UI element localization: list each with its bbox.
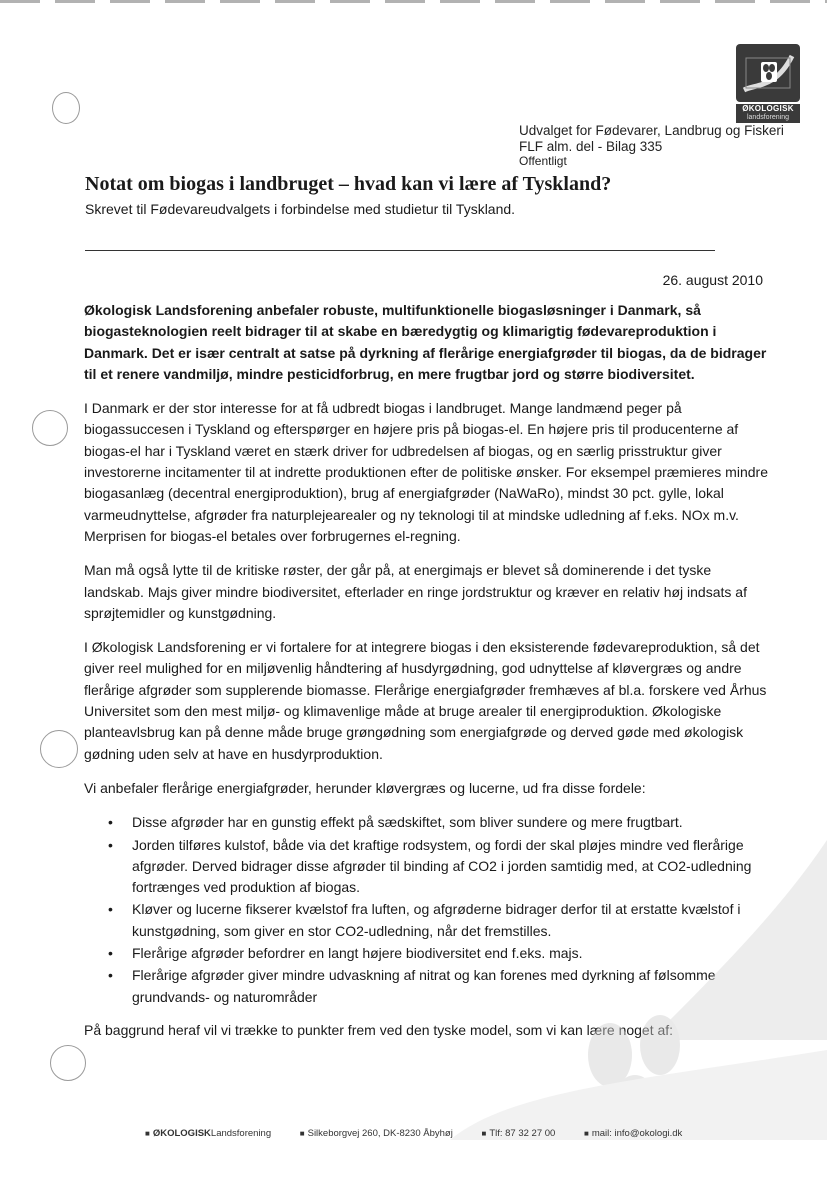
list-item: • Flerårige afgrøder befordrer en langt højere biodiversitet end f.eks. majs. <box>132 943 770 964</box>
leaf-logo-icon <box>736 44 800 102</box>
scan-top-edge <box>0 0 827 3</box>
stamp-status: Offentligt <box>519 154 567 168</box>
divider-line <box>85 250 715 251</box>
footer-phone: ■ Tlf: 87 32 27 00 <box>481 1128 556 1139</box>
document-date: 26. august 2010 <box>662 272 763 288</box>
punch-hole-mark <box>40 730 78 768</box>
logo-name: ØKOLOGISK <box>736 104 800 114</box>
list-item: • Kløver og lucerne fikserer kvælstof fra luften, og afgrøderne bidrager derfor til at erstatte kvælstof i kunstgødning, som giver en stor CO2-udledning, når det fremstilles. <box>132 899 770 942</box>
punch-hole-mark <box>52 92 80 124</box>
organization-logo <box>736 44 800 123</box>
list-item: • Jorden tilføres kulstof, både via det kraftige rodsystem, og fordi der skal pløjes mindre ved flerårige afgrøder. Derved bidrager disse afgrøder til binding af CO2 i jorden samtidig med, at CO2-udledning fortrænges ved produktion af biogas. <box>132 835 770 899</box>
lead-paragraph: Økologisk Landsforening anbefaler robuste, multifunktionelle biogasløsninger i Danmark, så biogasteknologien reelt bidrager til at skabe en bæredygtig og klimarigtig fødevareproduktion i Danmark. Det er især centralt at satse på dyrkning af flerårige energiafgrøder til biogas, da de bidrager til et renere vandmiljø, mindre pesticidforbrug, en mere frugtbar jord og større biodiversitet. <box>84 302 767 382</box>
leaf-watermark-icon <box>420 840 827 1140</box>
stamp-committee: Udvalget for Fødevarer, Landbrug og Fiskeri <box>519 123 784 138</box>
list-item: • Disse afgrøder har en gunstig effekt på sædskiftet, som bliver sundere og mere frugtbart. <box>132 812 770 833</box>
list-item: • Flerårige afgrøder giver mindre udvaskning af nitrat og kan forenes med dyrkning af følsomme grundvands- og naturområder <box>132 965 770 1008</box>
document-title: Notat om biogas i landbruget – hvad kan vi lære af Tyskland? <box>85 173 612 195</box>
closing-paragraph: På baggrund heraf vil vi trække to punkter frem ved den tyske model, som vi kan lære noget af: <box>84 1021 674 1038</box>
page-footer <box>145 1128 708 1139</box>
archive-stamp <box>519 123 784 170</box>
body-paragraph: I Danmark er der stor interesse for at få udbredt biogas i landbruget. Mange landmænd peger på biogassuccesen i Tyskland og efterspørger en højere pris på biogas-el. En højere pris til producenterne af biogas-el har i Tyskland været en stærk driver for udbredelsen af biogas, og en særlig prisstruktur giver investorerne incitamenter til at indrette produktionen efter de politiske ønsker. For eksempel præmieres mindre biogasanlæg (decentral energiproduktion), brug af energiafgrøder (NaWaRo), mindst 30 pct. gylle, lokal varmeudnyttelse, afgrøder fra naturplejearealer og ny teknologi til at mindske udledning af f.eks. NOx m.v. Merprisen for biogas-el betales over forbrugernes el-regning. <box>84 400 768 544</box>
punch-hole-mark <box>50 1045 86 1081</box>
stamp-reference: FLF alm. del - Bilag 335 <box>519 138 663 154</box>
document-subtitle: Skrevet til Fødevareudvalgets i forbindelse med studietur til Tyskland. <box>85 201 516 217</box>
punch-hole-mark <box>32 410 68 446</box>
footer-address: ■ Silkeborgvej 260, DK-8230 Åbyhøj <box>299 1128 453 1139</box>
body-paragraph: Vi anbefaler flerårige energiafgrøder, herunder kløvergræs og lucerne, ud fra disse fordele: <box>84 779 646 796</box>
footer-email: ■ mail: info@okologi.dk <box>583 1128 683 1139</box>
body-paragraph: I Økologisk Landsforening er vi fortalere for at integrere biogas i den eksisterende fødevareproduktion, så det giver reel mulighed for en miljøvenlig håndtering af husdyrgødning, god udnyttelse af kløvergræs og andre flerårige afgrøder som supplerende biomasse. Flerårige energiafgrøder fremhæves af bl.a. forskere ved Århus Universitet som den mest miljø- og klimavenlige måde at bruge arealer til energiproduktion. Økologiske planteavlsbrug kan på denne måde bruge grøngødning som energiafgrøde og derved gøde med økologisk gødning uden selv at have en husdyrproduktion. <box>84 639 767 762</box>
footer-organization: ■ ØKOLOGISKLandsforening <box>145 1128 272 1139</box>
logo-subtitle: landsforening <box>736 114 800 123</box>
body-paragraph: Man må også lytte til de kritiske røster, der går på, at energimajs er blevet så dominerende i det tyske landskab. Majs giver mindre biodiversitet, efterlader en ringe jordstruktur og kræver en relativ høj indsats af sprøjtemidler og kunstgødning. <box>84 562 747 621</box>
